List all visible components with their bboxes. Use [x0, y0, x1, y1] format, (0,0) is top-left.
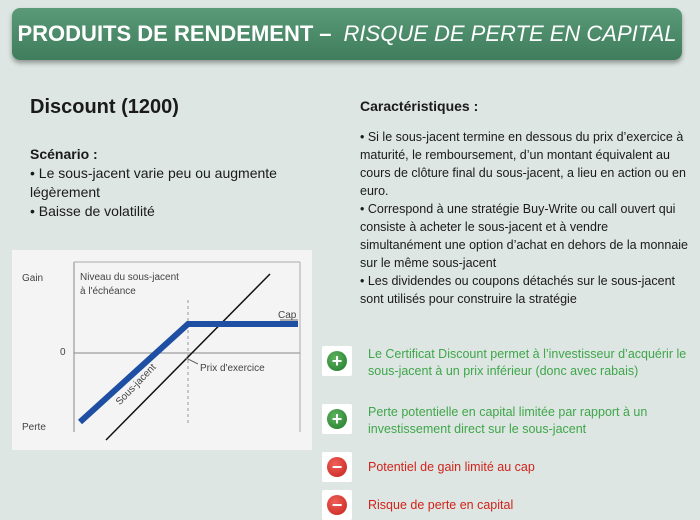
scenario-list — [30, 164, 330, 221]
discount-payoff-line — [80, 324, 298, 422]
point-text: Perte potentielle en capital limitée par rapport à un investissement direct sur le sous-jacent — [368, 405, 648, 436]
banner-subtitle: RISQUE DE PERTE EN CAPITAL — [343, 21, 677, 46]
plus-circle-icon: + — [322, 346, 352, 376]
minus-circle-icon: − — [322, 452, 352, 482]
banner-title: PRODUITS DE RENDEMENT — [17, 21, 314, 46]
scenario-label: Scénario : — [30, 146, 98, 162]
chart-axis-label-line2: à l'échéance — [80, 286, 136, 297]
characteristic-item: • Si le sous-jacent termine en dessous du prix d’exercice à maturité, le remboursement, d’un montant équivalent au cours de clôture final du sous-jacent, a lieu en action ou en euro. — [360, 130, 686, 198]
scenario-item: • Le sous-jacent varie peu ou augmente légèrement — [30, 165, 277, 200]
chart-y-gain-label: Gain — [22, 273, 44, 284]
chart-cap-label: Cap — [278, 310, 297, 321]
banner-separator: – — [319, 21, 332, 46]
chart-strike-label: Prix d'exercice — [200, 363, 265, 374]
chart-underlying-label: Sous-jacent — [114, 362, 159, 408]
product-title: Discount (1200) — [30, 96, 179, 118]
title-banner — [12, 8, 682, 60]
point-text: Le Certificat Discount permet à l’investisseur d’acquérir le sous-jacent à un prix inférieur (donc avec rabais) — [368, 347, 687, 378]
chart-y-loss-label: Perte — [22, 422, 46, 433]
payoff-diagram — [12, 250, 312, 450]
point-text: Risque de perte en capital — [368, 498, 514, 512]
scenario-item: • Baisse de volatilité — [30, 203, 155, 219]
characteristic-item: • Les dividendes ou coupons détachés sur le sous-jacent sont utilisés pour construire la stratégie — [360, 274, 675, 306]
point-text: Potentiel de gain limité au cap — [368, 460, 535, 474]
plus-circle-icon: + — [322, 404, 352, 434]
characteristics-list — [360, 128, 690, 308]
chart-y-zero-label: 0 — [60, 347, 66, 358]
minus-circle-icon: − — [322, 490, 352, 520]
characteristics-title: Caractéristiques : — [360, 98, 479, 114]
chart-axis-label-line1: Niveau du sous-jacent — [80, 272, 179, 283]
characteristic-item: • Correspond à une stratégie Buy-Write ou call ouvert qui consiste à acheter le sous-jacent et à vendre simultanément une option d’achat en dehors de la monnaie sur le même sous-jacent — [360, 202, 688, 270]
